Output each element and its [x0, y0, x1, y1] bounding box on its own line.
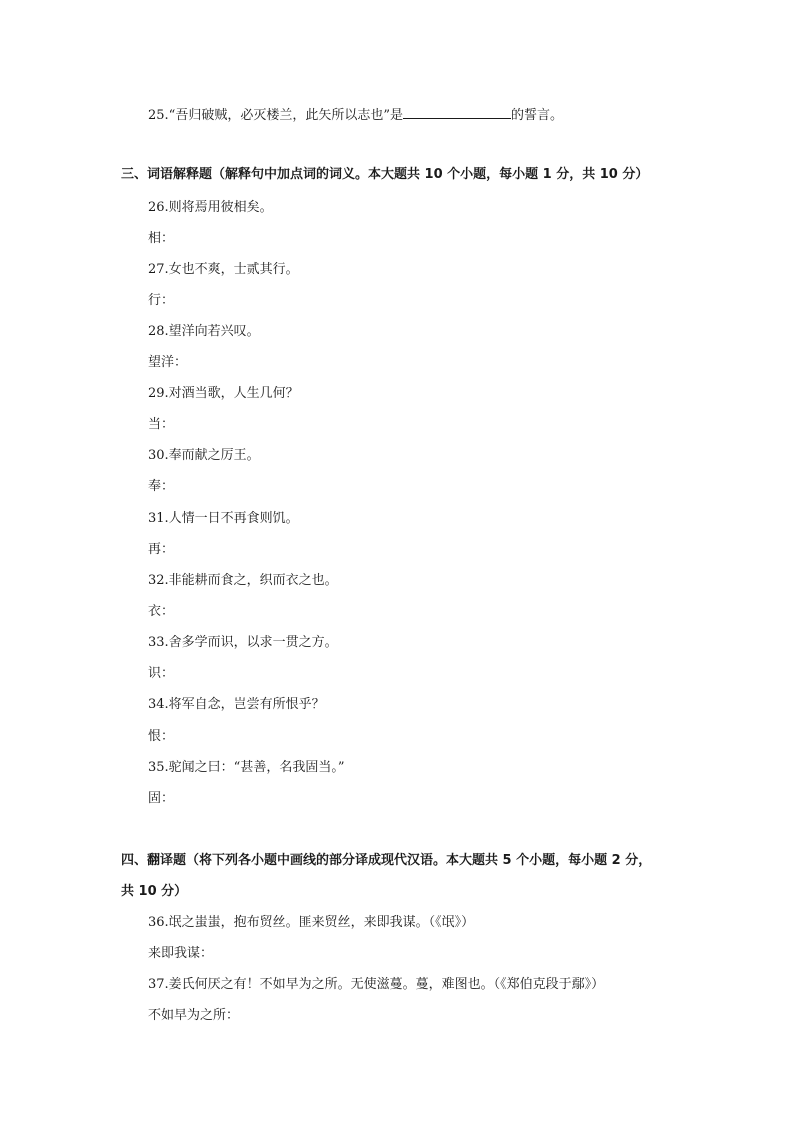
section-4-heading: 四、翻译题（将下列各小题中画线的部分译成现代汉语。本大题共 5 个小题，每小题 2 分，: [121, 853, 652, 868]
answer-label-35: 固：: [148, 791, 175, 806]
answer-label-32: 衣：: [148, 604, 175, 619]
answer-label-37: 不如早为之所：: [148, 1008, 240, 1023]
answer-label-31: 再：: [148, 542, 175, 557]
question-27: 27.女也不爽，士贰其行。: [148, 262, 299, 277]
question-32: 32.非能耕而食之，织而衣之也。: [148, 573, 338, 588]
answer-label-29: 当：: [148, 417, 175, 432]
question-33: 33.舍多学而识，以求一贯之方。: [148, 635, 338, 650]
question-35: 35.驼闻之曰：“甚善，名我固当。”: [148, 760, 345, 775]
question-25-text-end: 的誓言。: [510, 108, 563, 123]
answer-blank[interactable]: [403, 106, 511, 119]
answer-label-36: 来即我谋：: [148, 946, 214, 961]
section-4-heading-cont: 共 10 分）: [121, 884, 188, 899]
question-28: 28.望洋向若兴叹。: [148, 324, 260, 339]
answer-label-28: 望洋：: [148, 355, 188, 370]
question-37: 37.姜氏何厌之有！不如早为之所。无使滋蔓。蔓，难图也。（《郑伯克段于鄢》）: [148, 977, 605, 992]
answer-label-33: 识：: [148, 666, 175, 681]
question-25: [148, 106, 563, 124]
question-29: 29.对酒当歌，人生几何？: [148, 386, 299, 401]
answer-label-26: 相：: [148, 231, 175, 246]
answer-label-30: 奉：: [148, 479, 175, 494]
question-31: 31.人情一日不再食则饥。: [148, 511, 299, 526]
question-36: 36.氓之蚩蚩，抱布贸丝。匪来贸丝，来即我谋。（《氓》）: [148, 915, 475, 930]
question-30: 30.奉而献之厉王。: [148, 448, 260, 463]
question-34: 34.将军自念，岂尝有所恨乎？: [148, 697, 325, 712]
question-26: 26.则将焉用彼相矣。: [148, 200, 273, 215]
section-3-heading: 三、词语解释题（解释句中加点词的词义。本大题共 10 个小题，每小题 1 分，共 10 分）: [121, 167, 649, 182]
question-25-text: 25.“吾归破贼，必灭楼兰，此矢所以志也”是: [148, 108, 403, 123]
answer-label-34: 恨：: [148, 729, 175, 744]
answer-label-27: 行：: [148, 293, 175, 308]
